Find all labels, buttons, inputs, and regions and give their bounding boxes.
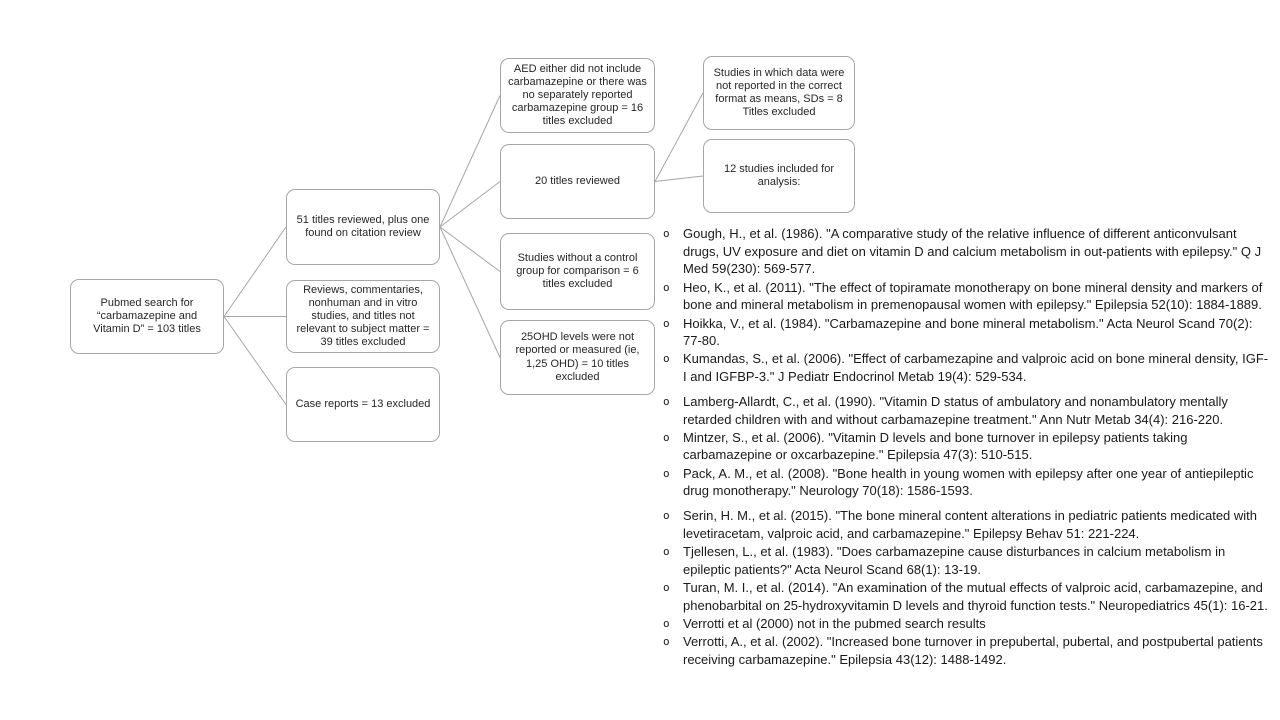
citation-bullet: o xyxy=(663,280,670,294)
edge-20-to-included xyxy=(655,176,703,182)
citation-item-mintzer xyxy=(663,429,1269,464)
citation-text: Pack, A. M., et al. (2008). "Bone health in young women with epilepsy after one year of antiepileptic drug monotherapy." Neurology 70(18): 1586-1593. xyxy=(683,465,1254,499)
edge-pubmed-to-51 xyxy=(224,227,286,317)
citation-text: Gough, H., et al. (1986). "A comparative study of the relative influence of different anticonvulsant drugs, UV exposure and diet on vitamin D and calcium metabolism in out-patients with epilepsy." Q J Med 59(230): 569-577. xyxy=(683,226,1262,277)
box-51-titles-reviewed xyxy=(286,189,440,265)
box-20-titles-reviewed-label: 20 titles reviewed xyxy=(535,174,620,187)
box-51-titles-reviewed-label: 51 titles reviewed, plus one found on citation review xyxy=(296,213,430,239)
citation-item-tjellesen xyxy=(663,543,1269,578)
citation-text: Lamberg-Allardt, C., et al. (1990). "Vitamin D status of ambulatory and nonambulatory mentally retarded children with and without carbamazepine treatment." Ann Nutr Metab 34(4): 216-220. xyxy=(683,393,1228,427)
citation-bullet: o xyxy=(663,430,670,444)
citation-list xyxy=(663,225,1269,669)
citation-bullet: o xyxy=(663,509,670,523)
citation-text: Kumandas, S., et al. (2006). "Effect of carbamezapine and valproic acid on bone mineral density, IGF-I and IGFBP-3." J Pediatr Endocrinol Metab 19(4): 529-534. xyxy=(683,351,1269,385)
citation-bullet: o xyxy=(663,227,670,240)
citation-item-hoikka xyxy=(663,315,1269,350)
citation-text: Mintzer, S., et al. (2006). "Vitamin D levels and bone turnover in epilepsy patients taking carbamazepine or oxcarbazepine." Epilepsia 47(3): 510-515. xyxy=(683,429,1188,463)
citation-item-heo xyxy=(663,279,1269,314)
edge-20-to-format xyxy=(655,93,703,182)
citation-item-lamberg-allardt xyxy=(663,393,1269,428)
citation-text: Heo, K., et al. (2011). "The effect of topiramate monotherapy on bone mineral density and markers of bone and mineral metabolism in premenopausal women with epilepsy." Epilepsia 52(10): 1884-1889. xyxy=(683,279,1263,313)
box-pubmed-search xyxy=(70,279,224,354)
citation-item-kumandas xyxy=(663,350,1269,385)
box-12-studies-included xyxy=(703,139,855,213)
box-aed-excluded xyxy=(500,58,655,133)
citation-text: Hoikka, V., et al. (1984). "Carbamazepine and bone mineral metabolism." Acta Neurol Scand 70(2): 77-80. xyxy=(683,315,1253,349)
edge-51-to-20 xyxy=(440,182,500,228)
box-wrong-format-excluded xyxy=(703,56,855,130)
box-reviews-excluded xyxy=(286,280,440,353)
box-20-titles-reviewed xyxy=(500,144,655,219)
citation-item-verrotti-2002 xyxy=(663,633,1269,668)
citation-text: Serin, H. M., et al. (2015). "The bone mineral content alterations in pediatric patients medicated with levetiracetam, valproic acid, and carbamazepine." Epilepsy Behav 51: 221-224. xyxy=(683,508,1258,541)
citation-item-verrotti-2000 xyxy=(663,615,1269,633)
citation-text: Tjellesen, L., et al. (1983). "Does carbamazepine cause disturbances in calcium metabolism in epileptic patients?" Acta Neurol Scand 68(1): 13-19. xyxy=(683,543,1226,577)
box-no-control-group-excluded-label: Studies without a control group for comparison = 6 titles excluded xyxy=(516,251,639,291)
box-pubmed-search-label: Pubmed search for “carbamazepine and Vitamin D” = 103 titles xyxy=(93,296,201,336)
box-case-reports-excluded xyxy=(286,367,440,442)
citation-bullet: o xyxy=(663,394,670,408)
citation-item-turan xyxy=(663,579,1269,614)
citation-bullet: o xyxy=(663,616,670,630)
edge-51-to-25ohd xyxy=(440,227,500,358)
citation-text: Verrotti et al (2000) not in the pubmed search results xyxy=(683,615,986,631)
edge-pubmed-to-case xyxy=(224,317,286,405)
box-no-control-group-excluded xyxy=(500,233,655,310)
edge-51-to-control xyxy=(440,227,500,272)
citation-item-gough xyxy=(663,225,1269,278)
citation-bullet: o xyxy=(663,316,670,330)
box-25ohd-excluded-label: 25OHD levels were not reported or measured (ie, 1,25 OHD) = 10 titles excluded xyxy=(515,331,640,383)
citation-bullet: o xyxy=(663,544,670,558)
citation-item-serin xyxy=(663,507,1269,542)
box-12-studies-included-label: 12 studies included for analysis: xyxy=(723,162,835,188)
citation-bullet: o xyxy=(663,466,670,480)
citation-text: Turan, M. I., et al. (2014). "An examination of the mutual effects of valproic acid, carbamazepine, and phenobarbital on 25-hydroxyvitamin D levels and thyroid function tests." Neuropediatrics 45(1): 16-21. xyxy=(683,579,1268,613)
box-25ohd-excluded xyxy=(500,320,655,395)
citation-text: Verrotti, A., et al. (2002). "Increased bone turnover in prepubertal, pubertal, and postpubertal patients receiving carbamazepine." Epilepsia 43(12): 1488-1492. xyxy=(683,633,1263,667)
box-wrong-format-excluded-label: Studies in which data were not reported in the correct format as means, SDs = 8 Titles excluded xyxy=(713,66,845,119)
citation-bullet: o xyxy=(663,352,670,366)
citation-item-pack xyxy=(663,465,1269,500)
box-reviews-excluded-label: Reviews, commentaries, nonhuman and in vitro studies, and titles not relevant to subject matter = 39 titles excluded xyxy=(296,283,430,349)
box-case-reports-excluded-label: Case reports = 13 excluded xyxy=(295,397,431,410)
edge-51-to-aed xyxy=(440,96,500,228)
citation-bullet: o xyxy=(663,634,670,648)
box-aed-excluded-label: AED either did not include carbamazepine or there was no separately reported carbamazepine group = 16 titles excluded xyxy=(508,62,647,128)
citation-bullet: o xyxy=(663,580,670,594)
